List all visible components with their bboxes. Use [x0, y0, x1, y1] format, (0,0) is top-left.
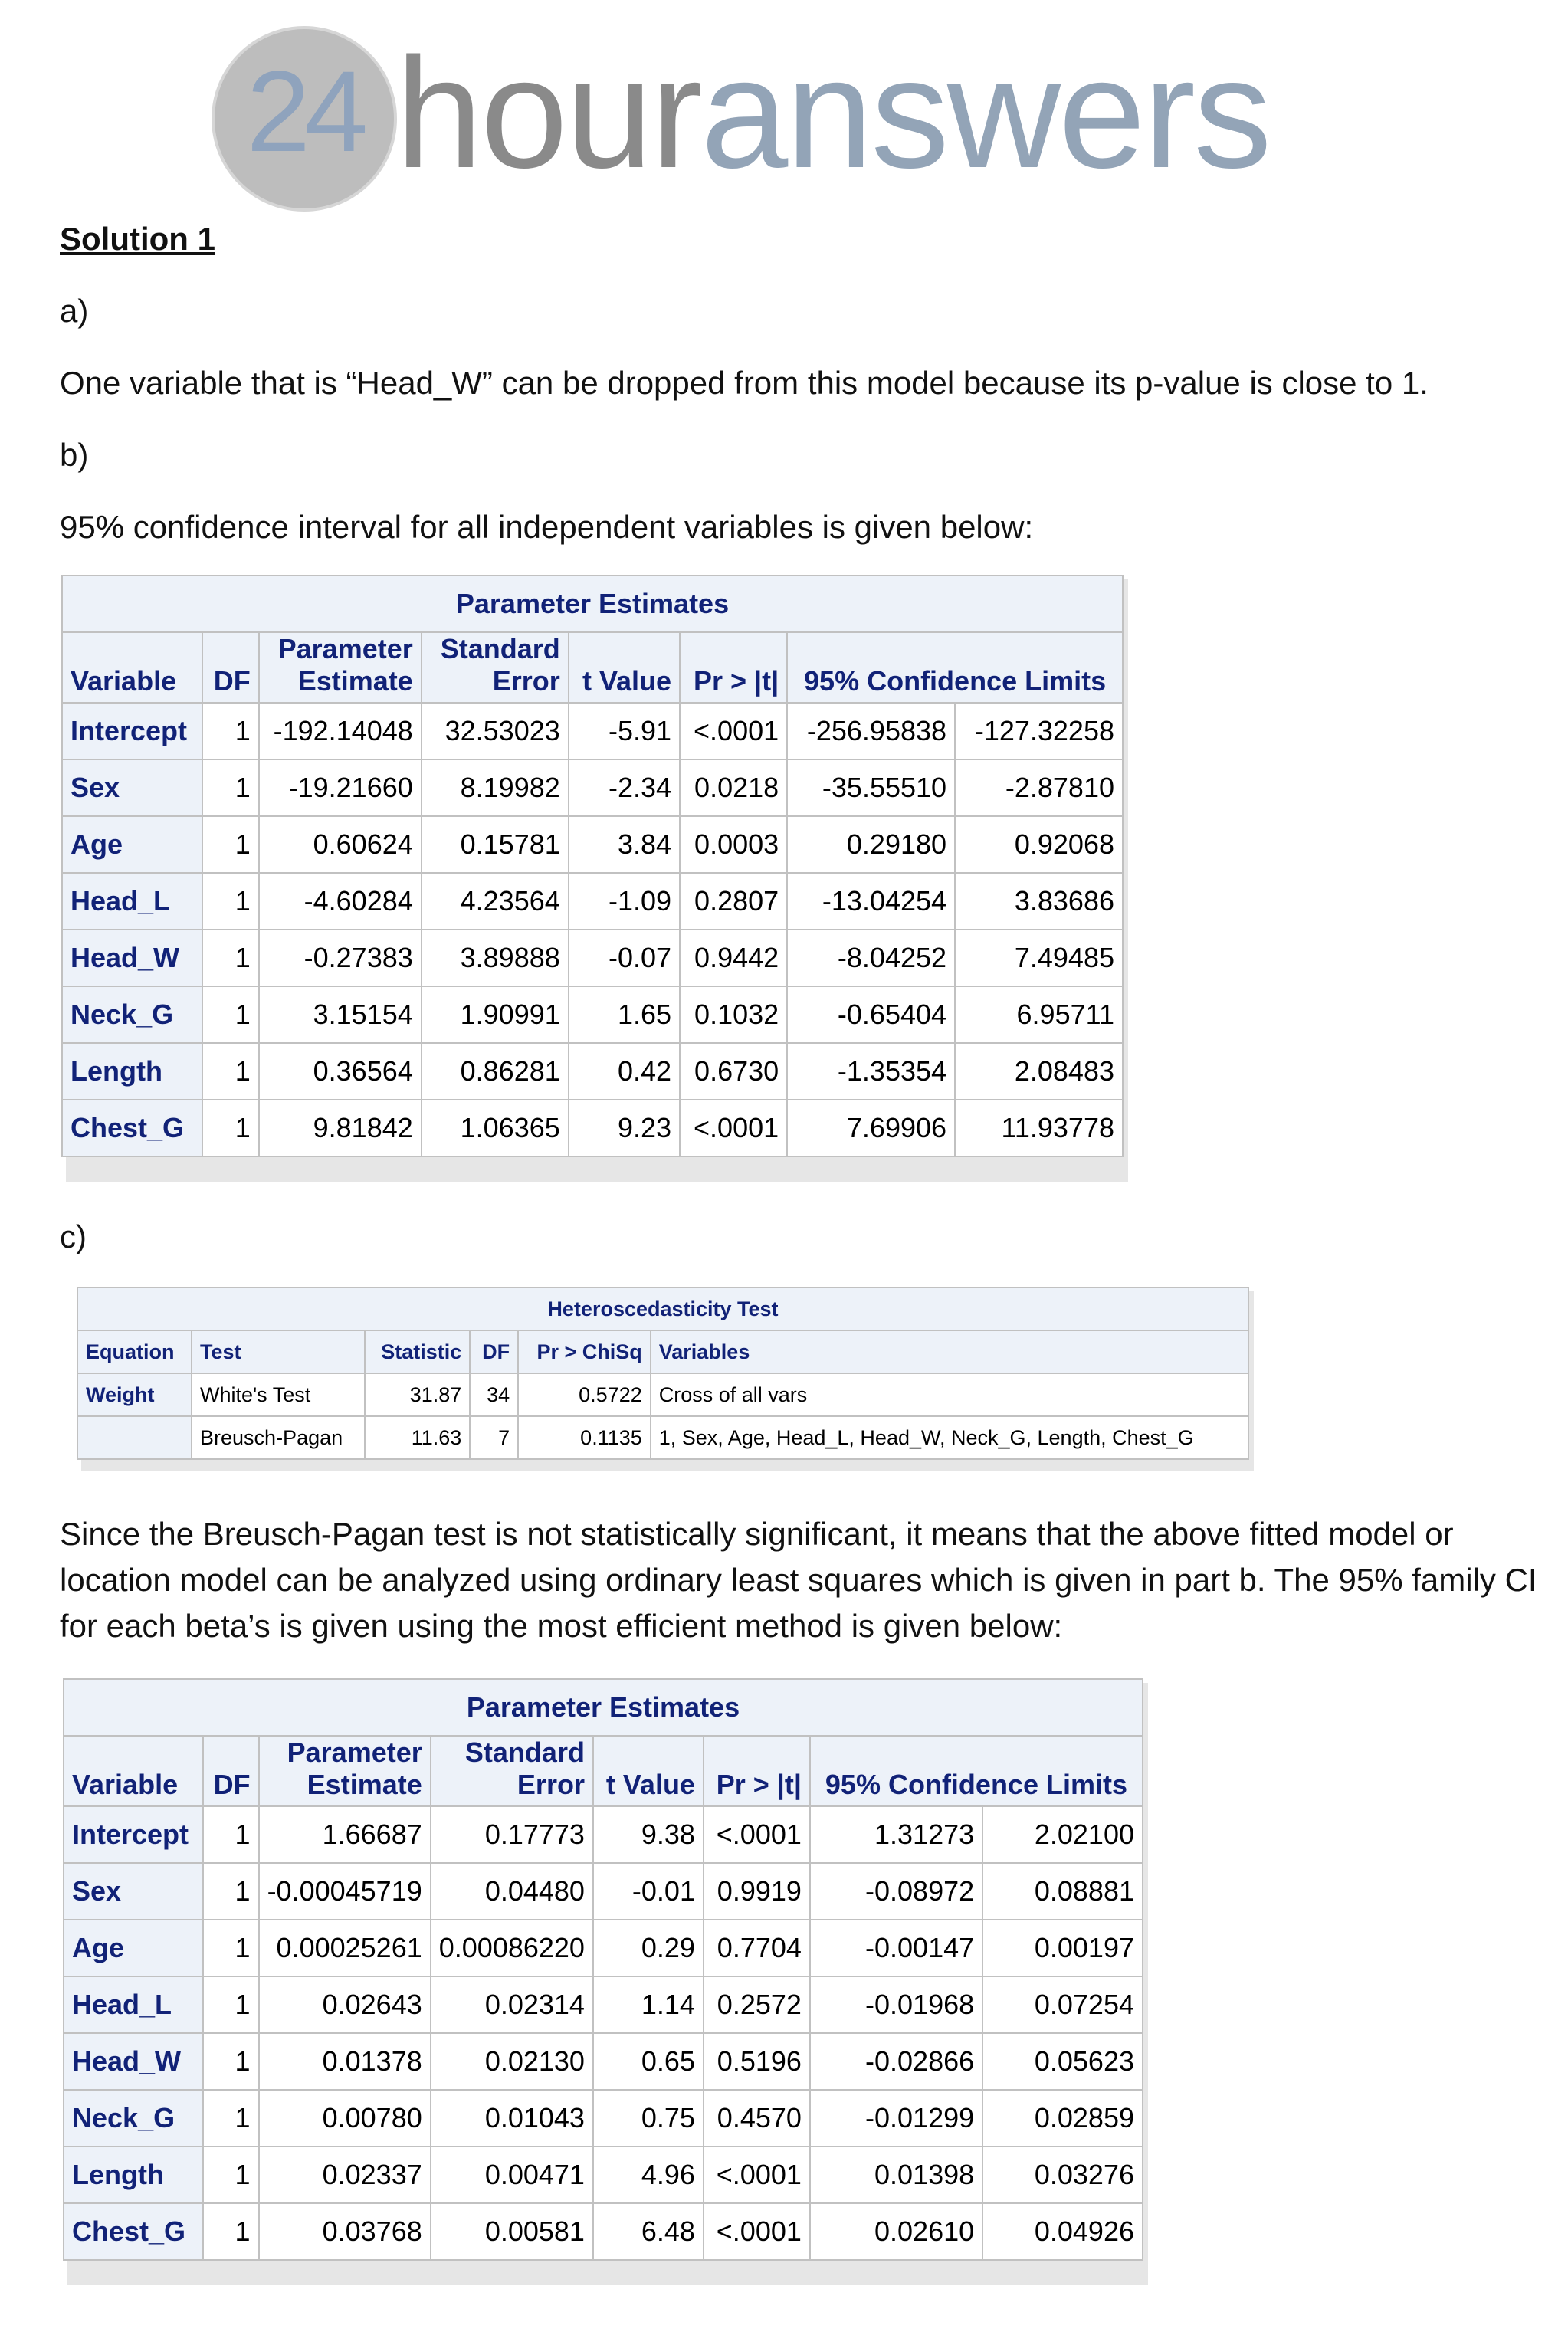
table-cell: -0.02866 [810, 2033, 982, 2090]
table-cell: 0.65 [593, 2033, 704, 2090]
column-header: Test [192, 1330, 365, 1373]
table-cell: Intercept [64, 1806, 203, 1863]
table-cell: -13.04254 [787, 873, 955, 930]
table-cell: 0.9442 [680, 930, 787, 986]
column-header: 95% Confidence Limits [787, 632, 1123, 703]
table-cell: Weight [77, 1373, 192, 1416]
table-cell: -0.01 [593, 1863, 704, 1920]
table-cell: 1 [203, 2147, 259, 2203]
column-header: Parameter Estimate [259, 1736, 431, 1806]
column-header: DF [202, 632, 259, 703]
table-cell: <.0001 [680, 703, 787, 759]
table-row [64, 1920, 1143, 1976]
table-cell: -5.91 [569, 703, 680, 759]
column-header: DF [203, 1736, 259, 1806]
table-cell: 0.4570 [704, 2090, 810, 2147]
table-cell: 0.02130 [431, 2033, 593, 2090]
table-cell: 1 [202, 930, 259, 986]
table-row [62, 873, 1123, 930]
table-cell: Chest_G [62, 1100, 202, 1156]
table-cell: 0.1135 [518, 1416, 651, 1459]
table-cell: 0.00197 [982, 1920, 1143, 1976]
table-cell: -0.00045719 [259, 1863, 431, 1920]
table-cell: 0.5196 [704, 2033, 810, 2090]
table-cell: 0.00471 [431, 2147, 593, 2203]
table-cell: 0.17773 [431, 1806, 593, 1863]
table-cell: Breusch-Pagan [192, 1416, 365, 1459]
column-header: t Value [569, 632, 680, 703]
table-cell: -1.35354 [787, 1043, 955, 1100]
logo-word-answers: answers [700, 25, 1270, 201]
table-cell: 32.53023 [422, 703, 569, 759]
table-cell: 9.38 [593, 1806, 704, 1863]
table-title: Parameter Estimates [64, 1679, 1143, 1736]
column-header: Standard Error [431, 1736, 593, 1806]
part-b-label: b) [60, 437, 89, 473]
table-row [64, 1806, 1143, 1863]
heteroscedasticity-test-table [77, 1287, 1249, 1460]
table-cell: 1 [203, 2203, 259, 2260]
table-row [64, 2203, 1143, 2260]
table-cell: 0.5722 [518, 1373, 651, 1416]
table-cell: 34 [470, 1373, 518, 1416]
table-row [77, 1373, 1248, 1416]
table-cell: 11.93778 [955, 1100, 1123, 1156]
table-cell: Head_L [64, 1976, 203, 2033]
table-cell: 0.00025261 [259, 1920, 431, 1976]
table-cell: 7.69906 [787, 1100, 955, 1156]
table-cell: Age [62, 816, 202, 873]
table-cell: 0.07254 [982, 1976, 1143, 2033]
het-table-body [77, 1373, 1248, 1459]
table-cell: 0.00780 [259, 2090, 431, 2147]
table-cell: -256.95838 [787, 703, 955, 759]
table-cell: 11.63 [365, 1416, 471, 1459]
table-row [64, 2090, 1143, 2147]
table-cell: Length [62, 1043, 202, 1100]
table-title: Parameter Estimates [62, 576, 1123, 632]
table-cell: Cross of all vars [651, 1373, 1248, 1416]
table-cell: 0.6730 [680, 1043, 787, 1100]
table-cell: <.0001 [704, 2203, 810, 2260]
table-cell: 0.02337 [259, 2147, 431, 2203]
column-header: Standard Error [422, 632, 569, 703]
parameter-estimates-table-2 [63, 1678, 1143, 2261]
table-row [62, 703, 1123, 759]
table-cell: 1.06365 [422, 1100, 569, 1156]
table-cell: 4.23564 [422, 873, 569, 930]
table-cell: 9.23 [569, 1100, 680, 1156]
table-cell: 1 [202, 816, 259, 873]
table-cell: 0.36564 [259, 1043, 422, 1100]
table-cell: 0.02859 [982, 2090, 1143, 2147]
table-cell: 2.02100 [982, 1806, 1143, 1863]
table-cell: 0.1032 [680, 986, 787, 1043]
table-cell: 3.15154 [259, 986, 422, 1043]
table-cell: Length [64, 2147, 203, 2203]
table-cell: -0.27383 [259, 930, 422, 986]
part-b-text: 95% confidence interval for all independent variables is given below: [60, 509, 1034, 545]
table-cell: 0.0003 [680, 816, 787, 873]
table-cell: 1 [202, 703, 259, 759]
table-cell: 0.03276 [982, 2147, 1143, 2203]
table-cell: 9.81842 [259, 1100, 422, 1156]
table-cell: 1 [203, 2033, 259, 2090]
table-cell: 1 [202, 759, 259, 816]
table-row [62, 1043, 1123, 1100]
table-row [62, 1100, 1123, 1156]
table-cell: 0.7704 [704, 1920, 810, 1976]
table-cell: -0.08972 [810, 1863, 982, 1920]
table-cell: Age [64, 1920, 203, 1976]
logo-number: 24 [246, 47, 362, 175]
part-c-paragraph: Since the Breusch-Pagan test is not statistically significant, it means that the above fitted model or location model can be analyzed using ordinary least squares which is given in part b. The 95% family CI for each beta’s is given using the most efficient method is given below: [60, 1516, 1537, 1644]
table-cell: 3.84 [569, 816, 680, 873]
table-cell: 0.04480 [431, 1863, 593, 1920]
table-cell: -0.00147 [810, 1920, 982, 1976]
table-cell: -0.01299 [810, 2090, 982, 2147]
table-row [64, 2033, 1143, 2090]
table-cell: Neck_G [62, 986, 202, 1043]
table-cell: 1 [203, 1806, 259, 1863]
table-cell: 0.00086220 [431, 1920, 593, 1976]
table-cell: 7.49485 [955, 930, 1123, 986]
table-cell: -0.01968 [810, 1976, 982, 2033]
column-header: Pr > ChiSq [518, 1330, 651, 1373]
table-cell: 1.14 [593, 1976, 704, 2033]
table-cell: 0.00581 [431, 2203, 593, 2260]
table-cell: Sex [62, 759, 202, 816]
table-cell: 1 [203, 1976, 259, 2033]
table-cell: 8.19982 [422, 759, 569, 816]
table-cell: 7 [470, 1416, 518, 1459]
table-cell: 0.75 [593, 2090, 704, 2147]
table-cell: -35.55510 [787, 759, 955, 816]
column-header: Equation [77, 1330, 192, 1373]
table-cell: 4.96 [593, 2147, 704, 2203]
table-cell: 2.08483 [955, 1043, 1123, 1100]
part-a-label: a) [60, 293, 89, 329]
table-row [62, 759, 1123, 816]
table-cell: 1 [203, 2090, 259, 2147]
table-row [64, 1863, 1143, 1920]
table-cell: 1 [203, 1920, 259, 1976]
table-cell: -192.14048 [259, 703, 422, 759]
table-cell: 3.83686 [955, 873, 1123, 930]
table-cell: -2.87810 [955, 759, 1123, 816]
table-cell: 0.92068 [955, 816, 1123, 873]
table-cell: <.0001 [680, 1100, 787, 1156]
table-cell: 1.65 [569, 986, 680, 1043]
column-header: Variables [651, 1330, 1248, 1373]
table-cell: 0.05623 [982, 2033, 1143, 2090]
table-cell: 1 [202, 1100, 259, 1156]
table2-body [64, 1806, 1143, 2260]
table-cell: 6.95711 [955, 986, 1123, 1043]
table-cell: White's Test [192, 1373, 365, 1416]
table-cell: Sex [64, 1863, 203, 1920]
table-cell: 1 [202, 986, 259, 1043]
table-cell: 0.29 [593, 1920, 704, 1976]
solution-heading: Solution 1 [60, 221, 215, 257]
table-cell: 1.31273 [810, 1806, 982, 1863]
table-cell: 0.86281 [422, 1043, 569, 1100]
table-row [64, 2147, 1143, 2203]
column-header: Pr > |t| [704, 1736, 810, 1806]
table-row [64, 1976, 1143, 2033]
table-cell: -4.60284 [259, 873, 422, 930]
table-cell: 0.60624 [259, 816, 422, 873]
table-cell: -2.34 [569, 759, 680, 816]
table-cell: -0.07 [569, 930, 680, 986]
table-cell: 0.0218 [680, 759, 787, 816]
table-cell: Head_W [64, 2033, 203, 2090]
table-cell: 0.01043 [431, 2090, 593, 2147]
table-cell: 0.29180 [787, 816, 955, 873]
table-cell: 1 [202, 873, 259, 930]
table-row [62, 816, 1123, 873]
column-header: Statistic [365, 1330, 471, 1373]
table-cell: Neck_G [64, 2090, 203, 2147]
table-cell: 31.87 [365, 1373, 471, 1416]
table-cell: 0.04926 [982, 2203, 1143, 2260]
brand-logo [212, 20, 1376, 212]
table-cell: 1.66687 [259, 1806, 431, 1863]
table-cell: 6.48 [593, 2203, 704, 2260]
parameter-estimates-table-1 [61, 575, 1124, 1157]
table-cell: 1, Sex, Age, Head_L, Head_W, Neck_G, Length, Chest_G [651, 1416, 1248, 1459]
logo-wordmark [395, 25, 1270, 201]
table-cell: -19.21660 [259, 759, 422, 816]
table-title: Heteroscedasticity Test [77, 1287, 1248, 1330]
column-header: 95% Confidence Limits [810, 1736, 1143, 1806]
table-cell: 0.02314 [431, 1976, 593, 2033]
column-header: Variable [64, 1736, 203, 1806]
table-row [77, 1416, 1248, 1459]
table-cell: 0.01378 [259, 2033, 431, 2090]
table-cell: 0.02643 [259, 1976, 431, 2033]
table1-body [62, 703, 1123, 1156]
column-header: Variable [62, 632, 202, 703]
table-cell: 0.01398 [810, 2147, 982, 2203]
table-cell: <.0001 [704, 2147, 810, 2203]
table-cell: 1 [203, 1863, 259, 1920]
table-row [62, 986, 1123, 1043]
table-cell: 0.2572 [704, 1976, 810, 2033]
table-cell: -0.65404 [787, 986, 955, 1043]
table-cell: -1.09 [569, 873, 680, 930]
part-a-text: One variable that is “Head_W” can be dropped from this model because its p-value is close to 1. [60, 365, 1429, 401]
table-cell: -8.04252 [787, 930, 955, 986]
table-cell: 3.89888 [422, 930, 569, 986]
column-header: Parameter Estimate [259, 632, 422, 703]
column-header: t Value [593, 1736, 704, 1806]
table-cell: 0.15781 [422, 816, 569, 873]
table-cell [77, 1416, 192, 1459]
table-cell: Head_L [62, 873, 202, 930]
table-cell: 0.9919 [704, 1863, 810, 1920]
column-header: DF [470, 1330, 518, 1373]
column-header: Pr > |t| [680, 632, 787, 703]
table-cell: Chest_G [64, 2203, 203, 2260]
table-cell: 1 [202, 1043, 259, 1100]
table-row [62, 930, 1123, 986]
table-cell: Head_W [62, 930, 202, 986]
table-cell: 0.02610 [810, 2203, 982, 2260]
table-cell: 1.90991 [422, 986, 569, 1043]
table-cell: 0.03768 [259, 2203, 431, 2260]
table-cell: -127.32258 [955, 703, 1123, 759]
part-c-label: c) [60, 1218, 87, 1254]
table-cell: 0.2807 [680, 873, 787, 930]
table-cell: 0.08881 [982, 1863, 1143, 1920]
table-cell: <.0001 [704, 1806, 810, 1863]
table-cell: Intercept [62, 703, 202, 759]
table-cell: 0.42 [569, 1043, 680, 1100]
logo-word-hour: hour [395, 25, 701, 201]
